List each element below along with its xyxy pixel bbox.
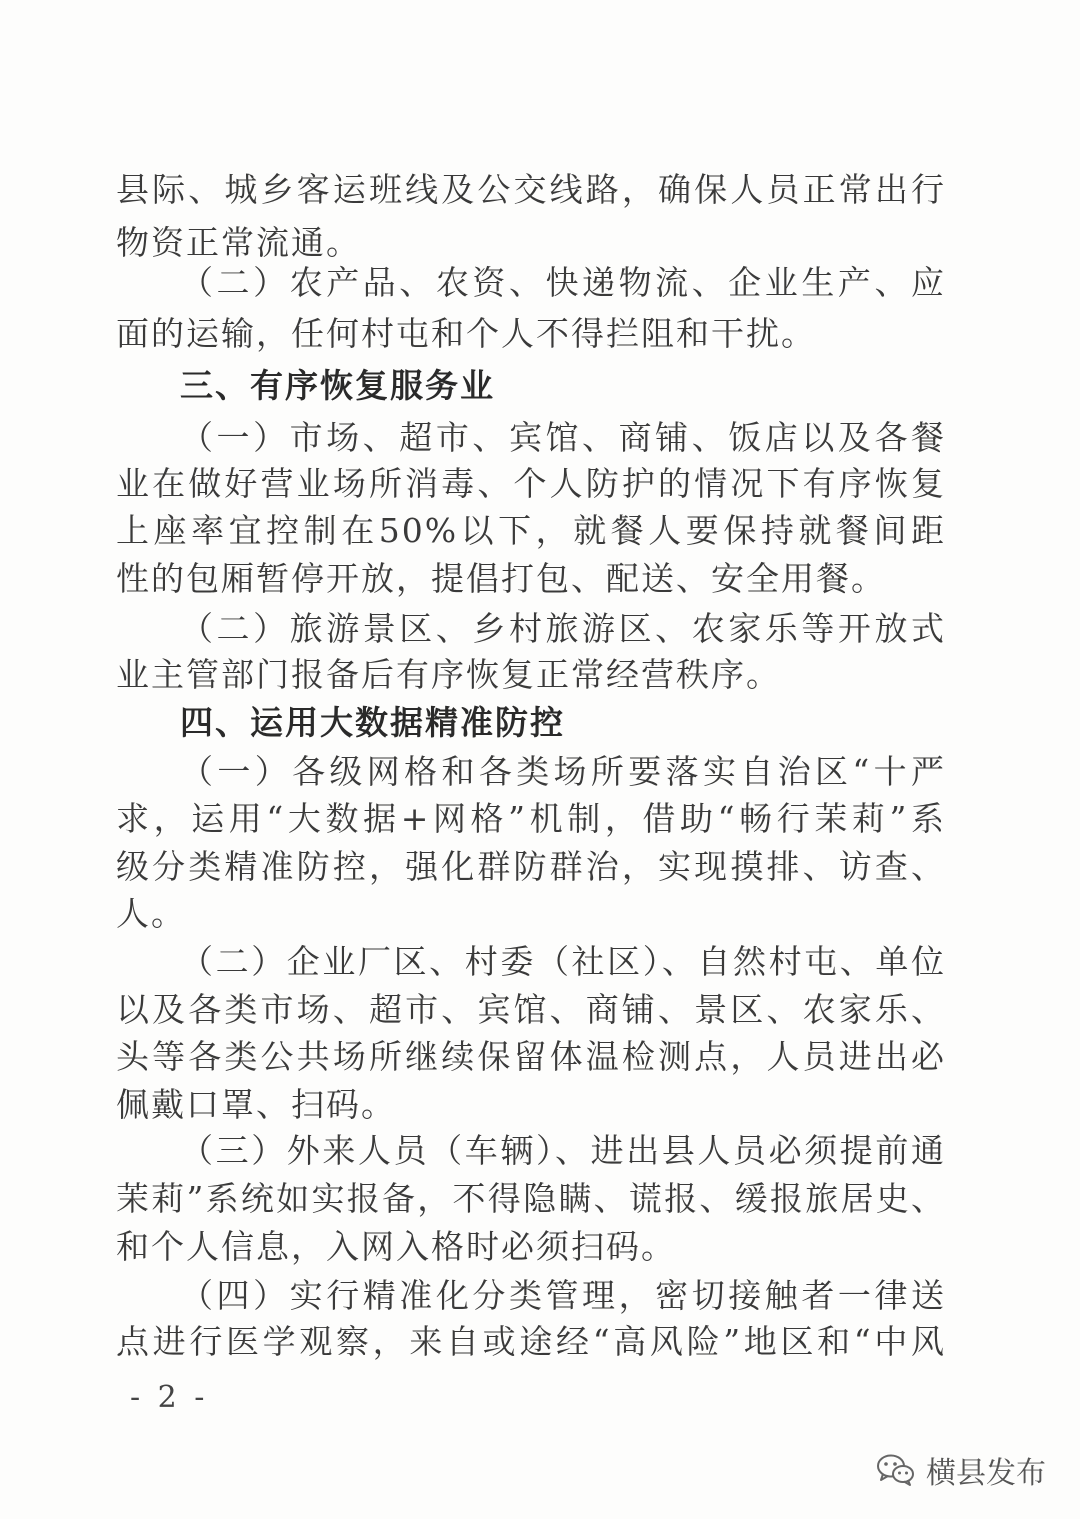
body-line: （四）实行精准化分类管理，密切接触者一律送 (180, 1276, 946, 1315)
body-line: 和个人信息，入网入格时必须扫码。 (116, 1227, 676, 1266)
body-line: 求，运用“大数据+网格”机制，借助“畅行茉莉”系 (116, 799, 946, 838)
body-line: 茉莉”系统如实报备，不得隐瞒、谎报、缓报旅居史、 (116, 1179, 946, 1218)
body-line: 头等各类公共场所继续保留体温检测点，人员进出必 (116, 1037, 946, 1076)
body-line: 人。 (116, 894, 186, 933)
body-line: 上座率宜控制在50%以下，就餐人要保持就餐间距 (116, 511, 946, 550)
section-heading: 三、有序恢复服务业 (180, 366, 495, 405)
body-line: 面的运输，任何村屯和个人不得拦阻和干扰。 (116, 314, 816, 353)
body-line: 级分类精准防控，强化群防群治，实现摸排、访查、 (116, 847, 946, 886)
body-line: 性的包厢暂停开放，提倡打包、配送、安全用餐。 (116, 559, 886, 598)
body-line: 县际、城乡客运班线及公交线路，确保人员正常出行 (116, 170, 946, 209)
body-line: （一）市场、超市、宾馆、商铺、饭店以及各餐 (180, 418, 946, 457)
body-line: （一）各级网格和各类场所要落实自治区“十严 (180, 752, 946, 791)
source-watermark (876, 1450, 1046, 1490)
body-line: 业在做好营业场所消毒、个人防护的情况下有序恢复 (116, 464, 946, 503)
body-line: （二）农产品、农资、快递物流、企业生产、应 (180, 263, 946, 302)
body-line: 业主管部门报备后有序恢复正常经营秩序。 (116, 655, 781, 694)
watermark-text: 横县发布 (926, 1456, 1046, 1491)
body-line: 以及各类市场、超市、宾馆、商铺、景区、农家乐、 (116, 990, 946, 1029)
body-line: 佩戴口罩、扫码。 (116, 1085, 396, 1124)
body-line: （二）旅游景区、乡村旅游区、农家乐等开放式 (180, 609, 946, 648)
section-heading: 四、运用大数据精准防控 (180, 703, 565, 742)
wechat-icon (876, 1453, 916, 1487)
body-line: （三）外来人员（车辆）、进出县人员必须提前通 (180, 1131, 946, 1170)
page-number: - 2 - (130, 1380, 209, 1415)
body-line: 点进行医学观察，来自或途经“高风险”地区和“中风 (116, 1322, 946, 1361)
body-line: （二）企业厂区、村委（社区）、自然村屯、单位 (180, 942, 946, 981)
body-line: 物资正常流通。 (116, 223, 361, 262)
